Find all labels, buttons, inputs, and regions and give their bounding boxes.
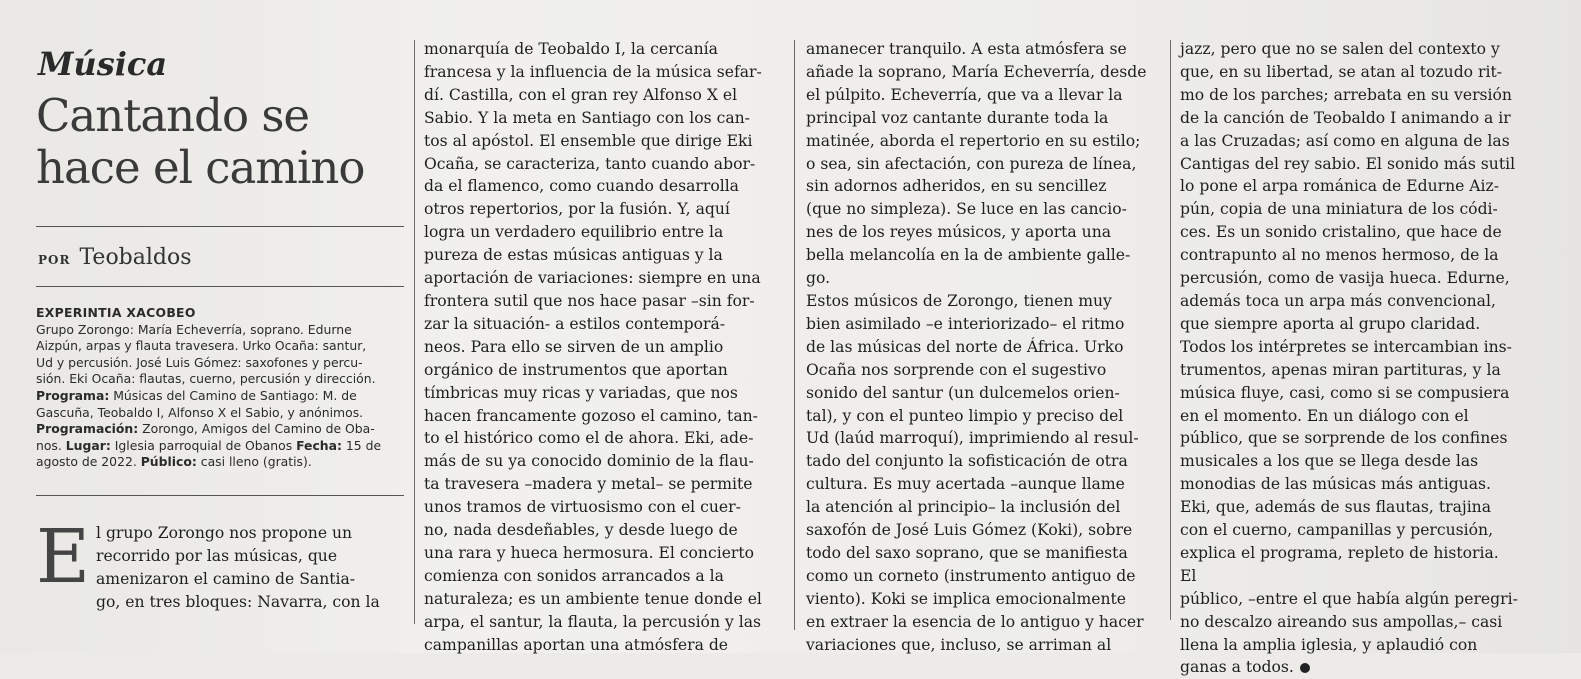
body-line: ganas a todos. (1180, 656, 1520, 679)
column-rule (1170, 40, 1171, 620)
body-line: da el flamenco, como cuando desarrolla (424, 177, 739, 196)
credits-lugar (36, 438, 404, 455)
body-line: todo del saxo soprano, que se manifiesta (806, 543, 1128, 562)
divider (36, 226, 404, 227)
body-line: neos. Para ello se sirven de un amplio (424, 337, 724, 356)
body-line: hacen francamente gozoso el camino, tan- (424, 406, 758, 425)
credits-box (36, 305, 404, 471)
body-line: añade la soprano, María Echeverría, desde (806, 62, 1147, 81)
byline (38, 245, 404, 270)
divider (36, 286, 404, 287)
article-column-2 (424, 38, 784, 656)
programacion-text: nos. (36, 437, 66, 453)
publico-label: Público: (140, 454, 197, 470)
body-line: el púlpito. Echeverría, que va a llevar la (806, 85, 1123, 104)
programa-text: Músicas del Camino de Santiago: M. de (109, 387, 357, 403)
column-rule (794, 40, 795, 630)
body-line: orgánico de instrumentos que aportan (424, 360, 728, 379)
body-line: frontera sutil que nos hace pasar –sin for- (424, 291, 755, 310)
body-line: mo de los parches; arrebata en su versión (1180, 85, 1512, 104)
body-line: como un corneto (instrumento antiguo de (806, 566, 1136, 585)
article-opening (36, 513, 404, 614)
body-line: Eki, que, además de sus flautas, trajina (1180, 498, 1492, 517)
body-line: tos al apóstol. El ensemble que dirige Eki (424, 131, 753, 150)
header-column (36, 36, 404, 614)
body-line: Cantigas del rey sabio. El sonido más sutil (1180, 154, 1516, 173)
programa-label: Programa: (36, 387, 110, 403)
body-line: go, en tres bloques: Navarra, con la (96, 592, 380, 611)
body-line: que siempre aporta al grupo claridad. (1180, 314, 1481, 333)
body-line: unos tramos de virtuosismo con el cuer- (424, 498, 741, 517)
body-line: to el histórico como el de ahora. Eki, ade- (424, 429, 754, 448)
body-line: variaciones que, incluso, se arriman al (806, 635, 1112, 654)
article-column-3 (806, 38, 1164, 656)
body-line: naturaleza; es un ambiente tenue donde el (424, 589, 762, 608)
body-line: monodias de las músicas más antiguas. (1180, 475, 1491, 494)
body-line: ces. Es un sonido cristalino, que hace de (1180, 223, 1502, 242)
body-line: aportación de variaciones: siempre en una (424, 269, 761, 288)
body-line: tado del conjunto la sofisticación de otra (806, 452, 1128, 471)
body-line: comienza con sonidos arrancados a la (424, 566, 724, 585)
body-line: público, que se sorprende de los confines (1180, 429, 1508, 448)
body-line: o sea, sin afectación, con pureza de línea, (806, 154, 1137, 173)
body-line: no descalzo aireando sus ampollas,– casi (1180, 612, 1503, 631)
fecha-label: Fecha: (296, 437, 342, 453)
credits-line: Ud y percusión. José Luis Gómez: saxofones y percu- (36, 354, 363, 370)
body-line: recorrido por las músicas, que (96, 546, 338, 565)
body-line: tal), y con el punteo limpio y preciso del (806, 406, 1124, 425)
body-line: que, en su libertad, se atan al tozudo rit- (1180, 62, 1503, 81)
credits-kicker: EXPERINTIA XACOBEO (36, 305, 196, 320)
body-line: Todos los intérpretes se intercambian ins- (1180, 337, 1512, 356)
body-line: otros repertorios, por la fusión. Y, aquí (424, 200, 730, 219)
lugar-text: Iglesia parroquial de Obanos (110, 437, 297, 453)
byline-author: Teobaldos (79, 245, 192, 270)
body-line: contrapunto al no menos hermoso, de la (1180, 246, 1499, 265)
programacion-text: Zorongo, Amigos del Camino de Oba- (138, 421, 375, 437)
body-line: no, nada desdeñables, y desde luego de (424, 521, 738, 540)
body-line: cultura. Es muy acertada –aunque llame (806, 475, 1125, 494)
body-line: más de su ya conocido dominio de la flau- (424, 452, 754, 471)
body-line: ta travesera –madera y metal– se permite (424, 475, 753, 494)
body-line: monarquía de Teobaldo I, la cercanía (424, 40, 718, 58)
body-line: de las músicas del norte de África. Urko (806, 337, 1124, 356)
divider (36, 495, 404, 496)
body-line: matinée, aborda el repertorio en su estilo; (806, 131, 1141, 150)
column-rule (414, 40, 415, 624)
body-line: llena la amplia iglesia, y aplaudió con (1180, 635, 1478, 654)
body-line: público, –entre el que había algún peregri- (1180, 589, 1518, 608)
body-line: amanecer tranquilo. A esta atmósfera se (806, 40, 1127, 58)
body-line: además toca un arpa más convencional, (1180, 291, 1496, 310)
credits-programacion (36, 421, 404, 438)
body-line: tímbricas muy ricas y variadas, que nos (424, 383, 738, 402)
body-line: go. (806, 269, 831, 288)
byline-por: POR (38, 253, 71, 267)
body-line: sin adornos adheridos, en su sencillez (806, 177, 1107, 196)
body-line: Ocaña nos sorprende con el sugestivo (806, 360, 1107, 379)
body-line: percusión, como de vasija hueca. Edurne, (1180, 269, 1510, 288)
body-line: Sabio. Y la meta en Santiago con los can- (424, 108, 750, 127)
body-line: música fluye, casi, como si se compusiera (1180, 383, 1510, 402)
body-line: pún, copia de una miniatura de los códi- (1180, 200, 1498, 219)
body-line: la atención al principio– la inclusión del (806, 498, 1121, 517)
body-line: a las Cruzadas; así como en alguna de las (1180, 131, 1510, 150)
section-label: Música (38, 45, 168, 83)
body-line: l grupo Zorongo nos propone un (96, 523, 353, 542)
body-line: (que no simpleza). Se luce en las cancio- (806, 200, 1127, 219)
body-line: en el momento. En un diálogo con el (1180, 406, 1469, 425)
body-line: Ocaña, se caracteriza, tanto cuando abor- (424, 154, 756, 173)
body-line: musicales a los que se llega desde las (1180, 452, 1479, 471)
body-line: nes de los reyes músicos, y aporta una (806, 223, 1112, 242)
body-line: arpa, el santur, la flauta, la percusión y las (424, 612, 761, 631)
body-line: pureza de estas músicas antiguas y la (424, 246, 723, 265)
lugar-label: Lugar: (65, 437, 111, 453)
body-line: logra un verdadero equilibrio entre la (424, 223, 724, 242)
fecha-text: agosto de 2022. (36, 454, 141, 470)
body-line: viento). Koki se implica emocionalmente (806, 589, 1127, 608)
body-line: de la canción de Teobaldo I animando a ir (1180, 108, 1511, 127)
body-line: una rara y hueca hermosura. El concierto (424, 543, 755, 562)
end-mark-icon (1300, 663, 1310, 673)
drop-cap: E (36, 513, 91, 600)
headline-line: Cantando se (36, 89, 310, 142)
body-line: sonido del santur (un dulcemelos orien- (806, 383, 1120, 402)
headline (36, 90, 404, 194)
credits-line: Aizpún, arpas y flauta travesera. Urko Ocaña: santur, (36, 338, 367, 354)
body-line: zar la situación- a estilos contemporá- (424, 314, 726, 333)
body-line: Estos músicos de Zorongo, tienen muy (806, 291, 1112, 310)
body-line: jazz, pero que no se salen del contexto y (1180, 40, 1500, 58)
article-column-4 (1180, 38, 1520, 679)
fecha-text: 15 de (341, 437, 382, 453)
body-line: explica el programa, repleto de historia. El (1180, 543, 1499, 585)
body-line: lo pone el arpa románica de Edurne Aiz- (1180, 177, 1500, 196)
credits-publico (36, 454, 404, 471)
body-line: con el cuerno, campanillas y percusión, (1180, 521, 1494, 540)
credits-line: Grupo Zorongo: María Echeverría, soprano. Edurne (36, 321, 352, 337)
body-line: bien asimilado –e interiorizado– el ritmo (806, 314, 1125, 333)
publico-text: casi lleno (gratis). (196, 454, 312, 470)
body-line: bella melancolía en la de ambiente galle- (806, 246, 1131, 265)
body-line: Ud (laúd marroquí), imprimiendo al resul- (806, 429, 1139, 448)
body-line: saxofón de José Luis Gómez (Koki), sobre (806, 521, 1133, 540)
credits-programa (36, 388, 404, 405)
headline-line: hace el camino (36, 141, 365, 194)
programacion-label: Programación: (36, 421, 139, 437)
credits-line: Gascuña, Teobaldo I, Alfonso X el Sabio, y anónimos. (36, 404, 364, 420)
credits-line: sión. Eki Ocaña: flautas, cuerno, percusión y dirección. (36, 371, 376, 387)
body-line: amenizaron el camino de Santia- (96, 569, 356, 588)
body-line: en extraer la esencia de lo antiguo y hacer (806, 612, 1144, 631)
body-line: principal voz cantante durante toda la (806, 108, 1109, 127)
body-line: campanillas aportan una atmósfera de (424, 635, 729, 654)
body-line: dí. Castilla, con el gran rey Alfonso X el (424, 85, 738, 104)
body-line: francesa y la influencia de la música sefar- (424, 62, 762, 81)
body-line: trumentos, apenas miran partituras, y la (1180, 360, 1501, 379)
